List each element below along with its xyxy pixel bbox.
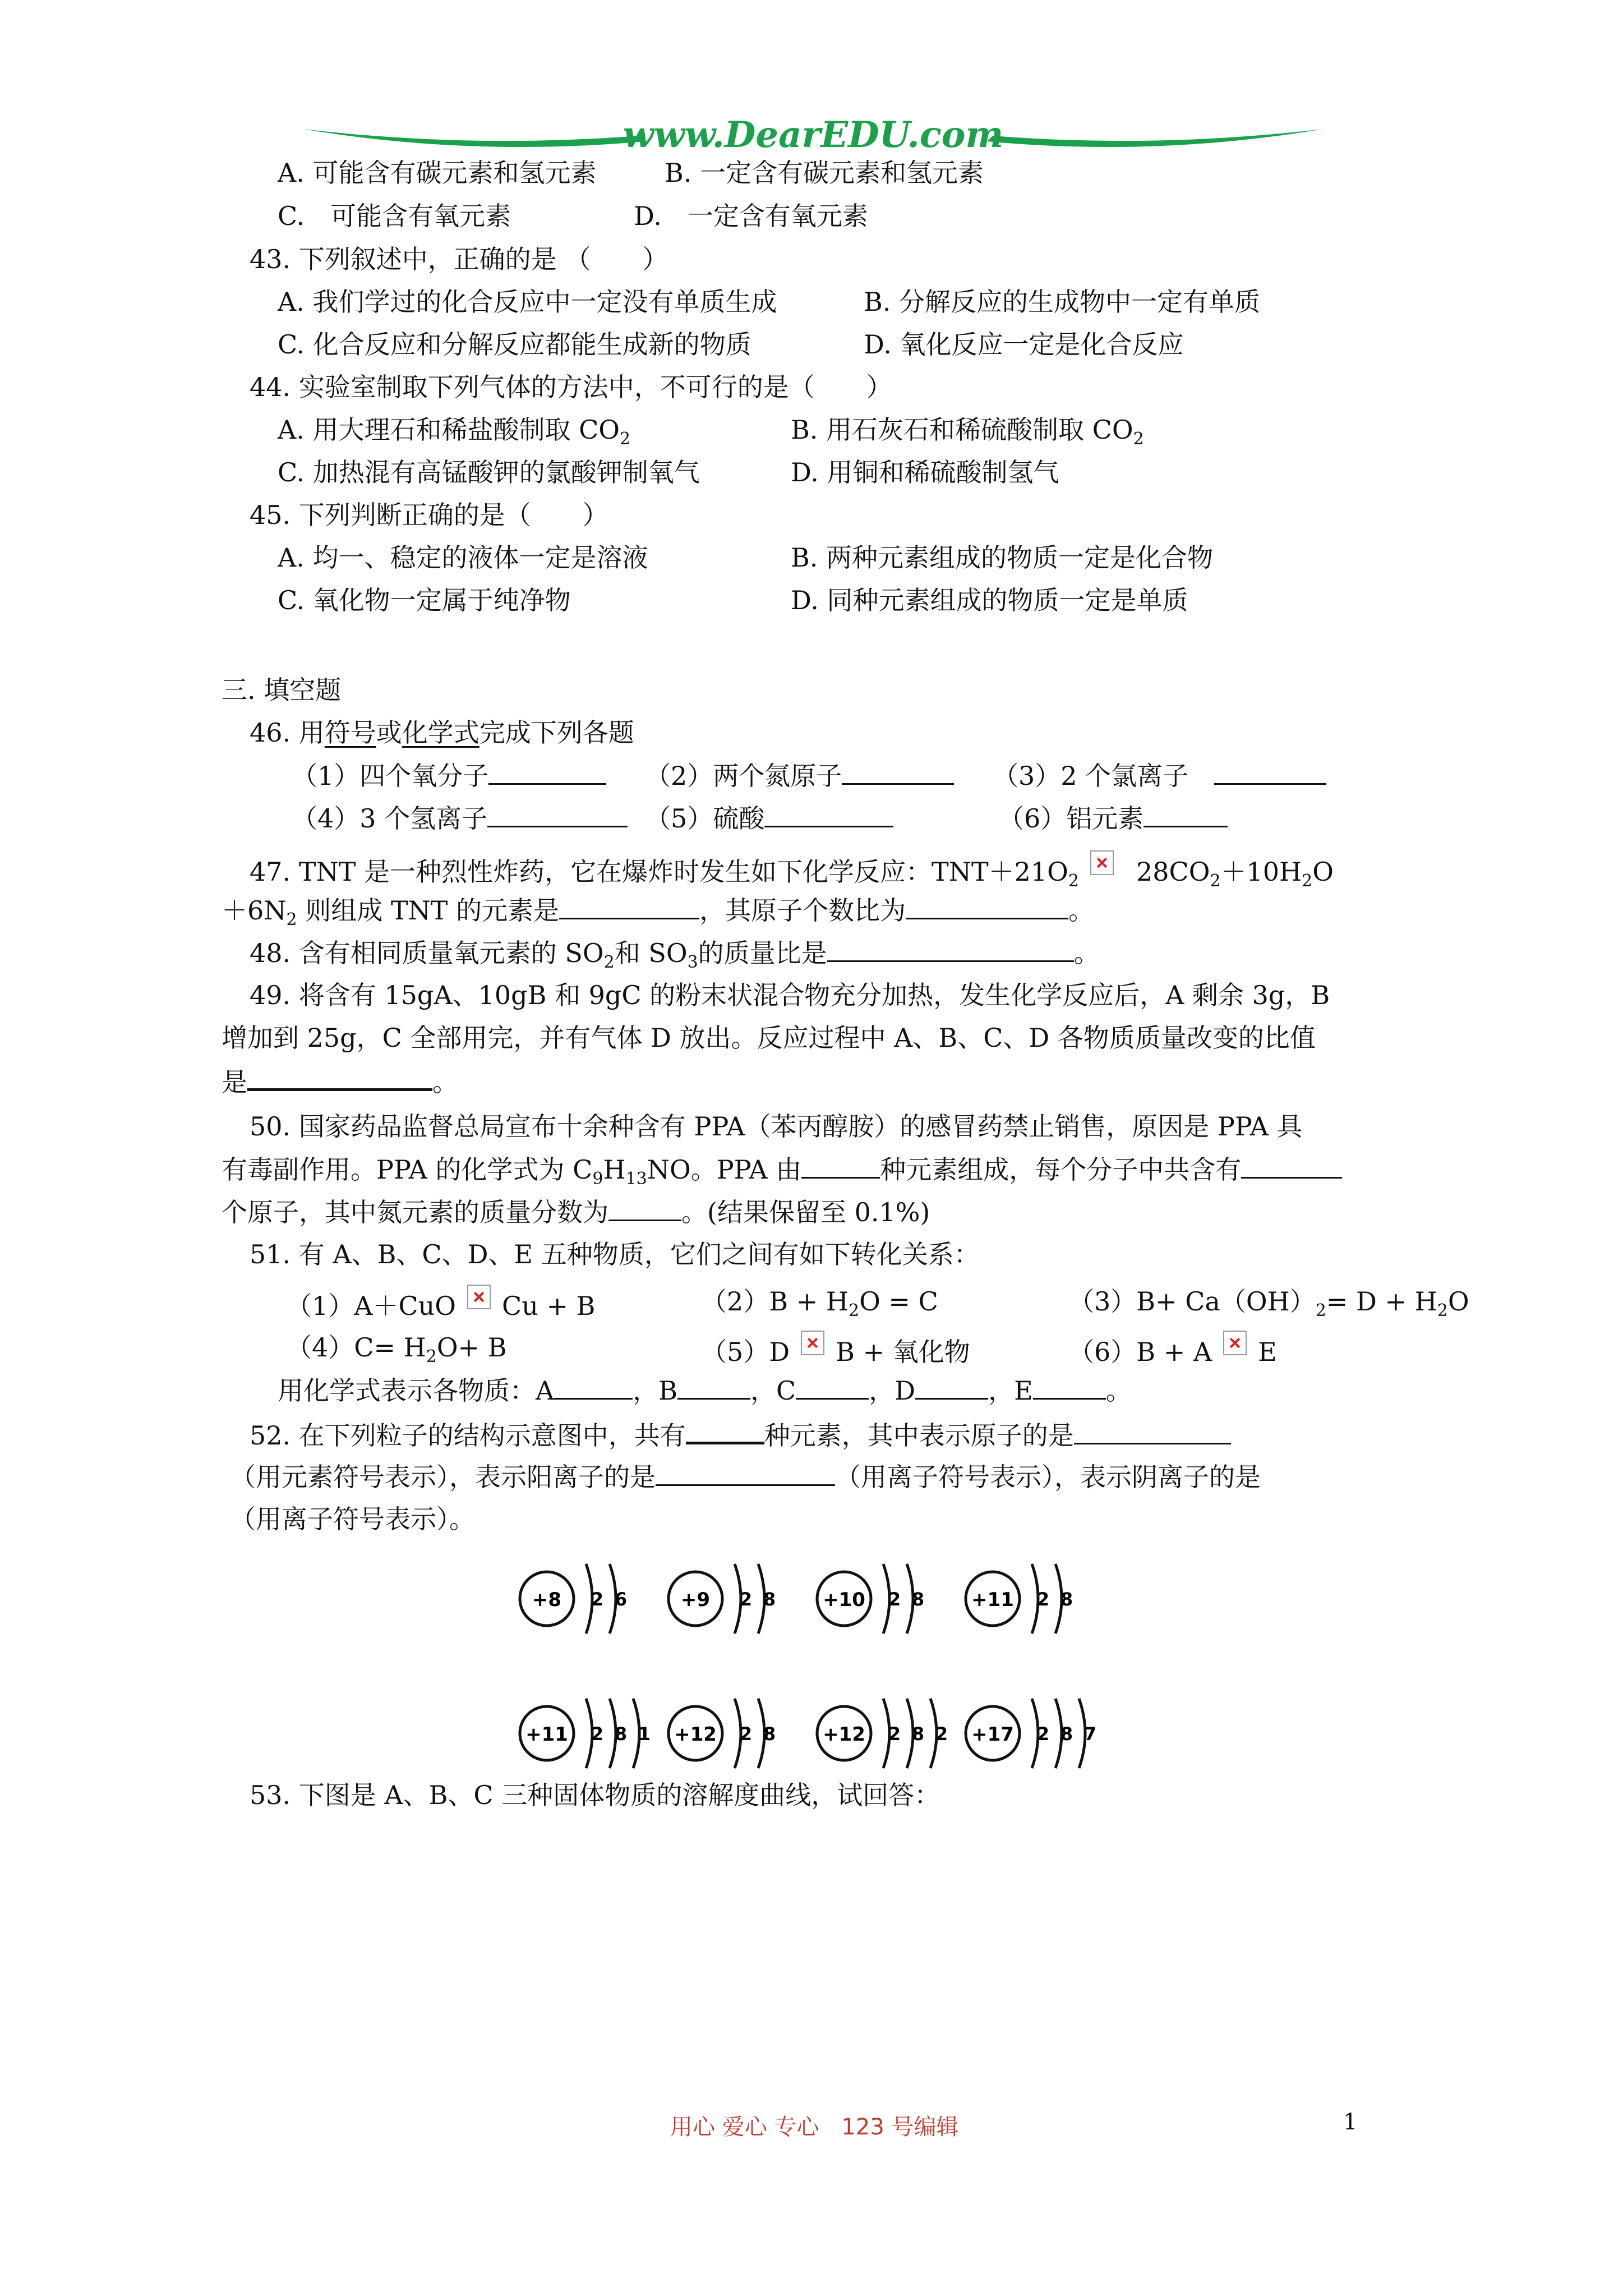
q51-reaction-6: （6）B + A E <box>1068 1331 1277 1369</box>
q43-stem: 43. 下列叙述中，正确的是 （ ） <box>250 244 668 274</box>
q46-stem: 46. 用符号或化学式完成下列各题 <box>250 717 634 748</box>
q48-stem: 48. 含有相同质量氧元素的 $SO_2$和 $SO_3$的质量比是 。 <box>250 936 1100 970</box>
q45-option-b: B. 两种元素组成的物质一定是化合物 <box>791 542 1214 573</box>
q47-line-2: $+6N_2$ 则组成 TNT 的元素是 ，其原子个数比为 。 <box>222 893 1094 927</box>
shell-electron-count: 2 <box>739 1589 753 1610</box>
shell-electron-count: 6 <box>614 1589 628 1610</box>
q46-part-1: （1）四个氧分子 <box>292 758 606 793</box>
q47-line-1: 47. TNT 是一种烈性炸药，它在爆炸时发生如下化学反应：$TNT+21O_2$ $28CO_2+10H_2O$ <box>250 850 1334 889</box>
site-logo <box>303 112 1324 163</box>
shell-electron-count: 8 <box>911 1723 925 1745</box>
reaction-arrow-icon <box>801 1331 824 1355</box>
shell-electron-count: 8 <box>763 1589 776 1610</box>
nucleus-charge: +8 <box>532 1589 562 1611</box>
q44-option-c: C. 加热混有高锰酸钾的氯酸钾制氧气 <box>278 457 700 487</box>
nucleus-charge: +11 <box>525 1723 568 1746</box>
q50-line-2: 有毒副作用。PPA 的化学式为 $C_9H_{13}NO$。PPA 由 种元素组成，每个分子中共含有 <box>222 1152 1342 1186</box>
logo-text: www.DearEDU.com <box>623 114 1004 156</box>
q51-reaction-3: $(3)B+ Ca(OH)_2= D + H_2O$ <box>1068 1286 1469 1320</box>
atom-diagrams-row-2 <box>516 1677 1110 1792</box>
section-title: 三. 填空题 <box>222 675 342 705</box>
nucleus-charge: +12 <box>823 1723 865 1746</box>
shell-electron-count: 2 <box>591 1589 604 1610</box>
reaction-arrow-icon <box>1090 850 1114 875</box>
q46-part-4: （4）3 个氢离子 <box>292 801 628 835</box>
answer-blank[interactable] <box>554 1373 633 1400</box>
atom-structure-diagram <box>668 1699 776 1768</box>
q43-option-b: B. 分解反应的生成物中一定有单质 <box>864 287 1261 317</box>
shell-electron-count: 1 <box>638 1723 651 1745</box>
q52-line-2: （用元素符号表示），表示阳离子的是 （用离子符号表示），表示阴离子的是 <box>230 1460 1261 1494</box>
q52-line-1: 52. 在下列粒子的结构示意图中，共有 种元素，其中表示原子的是 <box>250 1417 1231 1452</box>
answer-blank[interactable] <box>801 1152 880 1179</box>
q42-option-d: D. 一定含有氧元素 <box>634 201 868 231</box>
shell-electron-count: 2 <box>1036 1589 1050 1610</box>
q51-reaction-5: （5）D B + 氧化物 <box>701 1331 970 1369</box>
answer-blank[interactable] <box>1144 801 1228 827</box>
q49-line-2: 增加到 25g，C 全部用完，并有气体 D 放出。反应过程中 A、B、C、D 各物质质量改变的比值 <box>222 1023 1316 1053</box>
reaction-arrow-icon <box>467 1285 491 1309</box>
answer-blank[interactable] <box>656 1460 835 1486</box>
nucleus-charge: +12 <box>674 1723 717 1746</box>
q43-option-a: A. 我们学过的化合反应中一定没有单质生成 <box>278 287 777 317</box>
answer-blank[interactable] <box>677 1373 750 1400</box>
atom-structure-diagram <box>966 1699 1096 1768</box>
q42-option-a: A. 可能含有碳元素和氢元素 <box>278 158 597 188</box>
shell-electron-count: 2 <box>888 1589 901 1610</box>
q42-option-b: B. 一定含有碳元素和氢元素 <box>665 158 984 188</box>
shell-electron-count: 2 <box>591 1723 604 1745</box>
answer-blank[interactable] <box>686 1417 764 1444</box>
q46-part-5: （5）硫酸 <box>645 801 893 835</box>
page-number: 1 <box>1343 2109 1358 2135</box>
answer-blank[interactable] <box>796 1373 869 1400</box>
atom-structure-diagram <box>520 1564 627 1634</box>
q46-part-6: （6）铝元素 <box>998 801 1228 835</box>
shell-electron-count: 2 <box>888 1723 901 1745</box>
answer-blank[interactable] <box>1033 1373 1106 1400</box>
shell-electron-count: 2 <box>739 1723 753 1745</box>
q51-stem: 51. 有 A、B、C、D、E 五种物质，它们之间有如下转化关系： <box>250 1239 980 1269</box>
shell-electron-count: 7 <box>1083 1723 1097 1745</box>
q44-option-a: A. 用大理石和稀盐酸制取 $CO_2$ <box>278 415 631 449</box>
answer-blank[interactable] <box>1241 1152 1342 1179</box>
answer-blank[interactable] <box>247 1064 432 1091</box>
q53-stem: 53. 下图是 A、B、C 三种固体物质的溶解度曲线，试回答： <box>250 1780 940 1810</box>
q51-reaction-2: $(2)B + H_2O = C$ <box>701 1286 938 1320</box>
reaction-arrow-icon <box>1223 1331 1247 1355</box>
q50-line-1: 50. 国家药品监督总局宣布十余种含有 PPA（苯丙醇胺）的感冒药禁止销售，原因是 PPA 具 <box>250 1111 1303 1142</box>
answer-blank[interactable] <box>842 758 954 785</box>
shell-electron-count: 2 <box>1036 1723 1050 1745</box>
q45-option-d: D. 同种元素组成的物质一定是单质 <box>791 585 1188 615</box>
shell-electron-count: 8 <box>1060 1723 1073 1745</box>
q46-part-2: （2）两个氮原子 <box>645 758 954 793</box>
answer-blank[interactable] <box>915 1373 988 1400</box>
shell-electron-count: 8 <box>614 1723 628 1745</box>
atom-structure-diagram <box>817 1699 948 1768</box>
q43-option-d: D. 氧化反应一定是化合反应 <box>864 329 1184 360</box>
answer-blank[interactable] <box>487 801 628 827</box>
answer-blank[interactable] <box>488 758 606 785</box>
answer-blank[interactable] <box>608 1195 681 1221</box>
nucleus-charge: +17 <box>971 1723 1014 1746</box>
q51-reaction-1: （1）A＋CuO Cu + B <box>286 1285 595 1323</box>
shell-electron-count: 8 <box>1060 1589 1073 1610</box>
q44-option-b: B. 用石灰石和稀硫酸制取 $CO_2$ <box>791 415 1144 449</box>
atom-structure-diagram <box>817 1564 924 1634</box>
q49-line-3: 是 。 <box>222 1064 458 1099</box>
q44-stem: 44. 实验室制取下列气体的方法中，不可行的是（ ） <box>250 372 892 402</box>
q46-part-3: （3）2 个氯离子 <box>993 758 1326 793</box>
q45-option-a: A. 均一、稳定的液体一定是溶液 <box>278 542 648 573</box>
q52-line-3: （用离子符号表示）。 <box>230 1504 475 1534</box>
atom-structure-diagram <box>966 1564 1073 1634</box>
q51-answer-line: 用化学式表示各物质：A ，B ，C ，D ，E 。 <box>278 1373 1132 1407</box>
answer-blank[interactable] <box>1074 1418 1231 1444</box>
shell-electron-count: 8 <box>763 1723 776 1745</box>
q49-line-1: 49. 将含有 15gA、10gB 和 9gC 的粉末状混合物充分加热，发生化学反应后，A 剩余 3g，B <box>250 980 1330 1010</box>
footer-note: 用心 爱心 专心 123 号编辑 <box>670 2114 959 2140</box>
q44-option-d: D. 用铜和稀硫酸制氢气 <box>791 457 1059 487</box>
nucleus-charge: +10 <box>823 1589 865 1611</box>
answer-blank[interactable] <box>559 893 699 919</box>
shell-electron-count: 8 <box>911 1589 925 1610</box>
q51-reaction-4: $(4)C= H_2O+ B$ <box>286 1332 507 1366</box>
nucleus-charge: +11 <box>971 1589 1014 1611</box>
q45-option-c: C. 氧化物一定属于纯净物 <box>278 585 571 615</box>
atom-structure-diagram <box>520 1699 651 1768</box>
answer-blank[interactable] <box>906 893 1068 919</box>
q45-stem: 45. 下列判断正确的是（ ） <box>250 500 608 530</box>
q50-line-3: 个原子，其中氮元素的质量分数为 。(结果保留至 0.1%) <box>222 1195 930 1229</box>
q43-option-c: C. 化合反应和分解反应都能生成新的物质 <box>278 329 751 360</box>
nucleus-charge: +9 <box>680 1589 711 1611</box>
answer-blank[interactable] <box>827 936 1074 962</box>
atom-structure-diagram <box>668 1564 776 1634</box>
atom-diagrams-row-1 <box>516 1543 1110 1657</box>
answer-blank[interactable] <box>764 801 893 827</box>
q42-option-c: C. 可能含有氧元素 <box>278 201 511 231</box>
answer-blank[interactable] <box>1214 758 1326 785</box>
shell-electron-count: 2 <box>935 1723 948 1745</box>
